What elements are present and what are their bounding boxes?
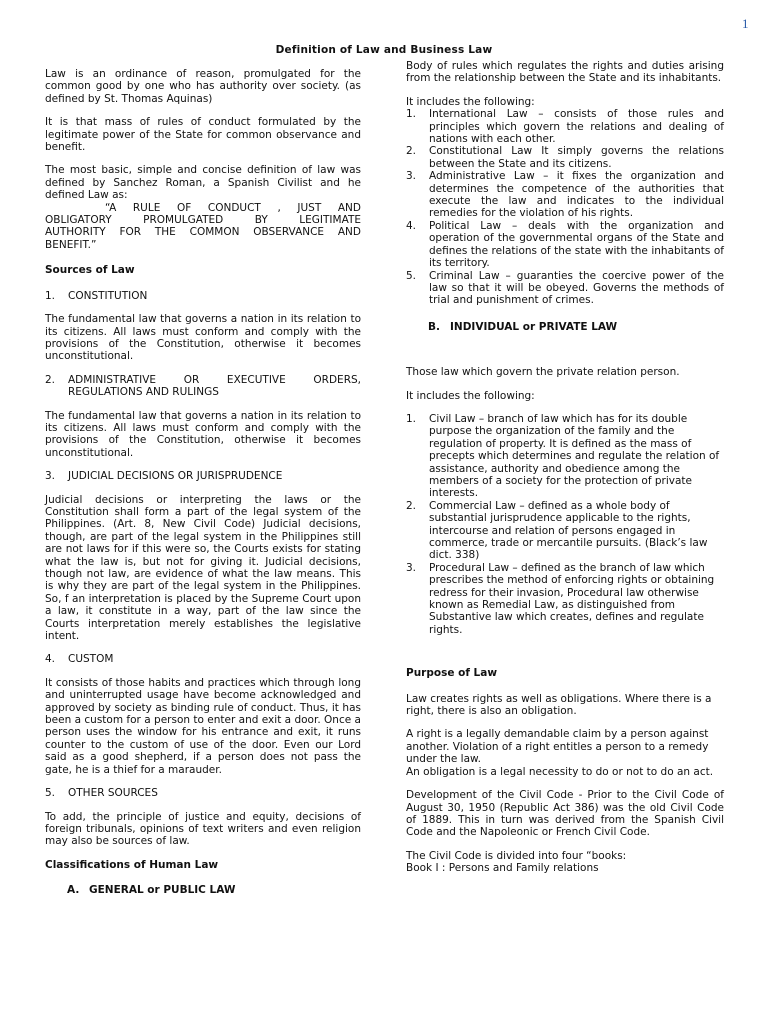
list-number: 1. bbox=[406, 412, 417, 425]
spacer bbox=[406, 647, 724, 667]
list-item bbox=[406, 270, 724, 307]
list-text: Political Law – deals with the organization and operation of the governmental organs of the State and defines the relations of the state with the inhabitants of its territory. bbox=[429, 219, 724, 270]
list-item bbox=[406, 220, 724, 270]
source-title: CONSTITUTION bbox=[68, 289, 148, 302]
list-item bbox=[406, 108, 724, 145]
purpose-obligation-definition: An obligation is a legal necessity to do or not to do an act. bbox=[406, 765, 714, 778]
source-heading-custom bbox=[45, 653, 361, 665]
section-letter: B. bbox=[428, 320, 440, 333]
list-text: Constitutional Law It simply governs the relations between the State and its citizens. bbox=[429, 145, 724, 170]
source-number: 1. bbox=[45, 289, 56, 302]
law-definition-state: It is that mass of rules of conduct formulated by the legitimate power of the State for common observance and benefit. bbox=[45, 116, 361, 154]
quote-line: OBLIGATORY PROMULGATED BY LEGITIMATE bbox=[45, 214, 361, 227]
list-item bbox=[406, 562, 724, 636]
document-title: Definition of Law and Business Law bbox=[275, 44, 493, 56]
private-law-heading bbox=[406, 321, 724, 333]
quote-line: BENEFIT.” bbox=[45, 238, 97, 251]
source-number: 5. bbox=[45, 787, 56, 800]
source-text-other: To add, the principle of justice and equity, decisions of foreign tribunals, opinions of text writers and even religion may also be sources of law. bbox=[45, 810, 361, 848]
purpose-rights-obligations: Law creates rights as well as obligations. Where there is a right, there is also an obligation. bbox=[406, 692, 712, 718]
general-public-law-heading bbox=[45, 884, 361, 896]
purpose-right-definition: A right is a legally demandable claim by a person against another. Violation of a right entitles a person to a remedy under the law. bbox=[406, 728, 709, 766]
list-number: 1. bbox=[406, 108, 417, 121]
private-includes-label: It includes the following: bbox=[406, 389, 535, 402]
list-number: 3. bbox=[406, 561, 417, 574]
source-title: ADMINISTRATIVE OR EXECUTIVE ORDERS, REGULATIONS AND RULINGS bbox=[68, 373, 361, 399]
list-text: Administrative Law – it fixes the organization and determines the competence of the authorities that execute the law and indicates to the individual remedies for the violation of his rights. bbox=[429, 170, 724, 220]
quote-line: “A RULE OF CONDUCT , JUST AND bbox=[105, 201, 361, 214]
public-law-intro: Body of rules which regulates the rights and duties arising from the relationship between the State and its inhabitants. bbox=[406, 60, 724, 85]
section-title: INDIVIDUAL or PRIVATE LAW bbox=[450, 320, 618, 333]
civil-code-development: Development of the Civil Code - Prior to the Civil Code of August 30, 1950 (Republic Act 386) was the old Civil Code of 1889. This in turn was derived from the Spanish Civil Code and the Napoleonic or French Civil Code. bbox=[406, 789, 724, 839]
source-heading-judicial bbox=[45, 470, 361, 482]
source-heading-constitution bbox=[45, 290, 361, 302]
list-text: Commercial Law – defined as a whole body of substantial jurisprudence applicable to the rights, intercourse and relation of persons engaged in commerce, trade or mercantile pursuits. (Black’s law dict. 338) bbox=[429, 499, 708, 562]
source-title: JUDICIAL DECISIONS OR JURISPRUDENCE bbox=[68, 470, 283, 483]
page-number: 1 bbox=[742, 16, 749, 31]
law-definition-roman: The most basic, simple and concise definition of law was defined by Sanchez Roman, a Spanish Civilist and he defined Law as: bbox=[45, 164, 361, 202]
list-item bbox=[406, 500, 724, 562]
list-number: 5. bbox=[406, 269, 417, 282]
source-heading-other bbox=[45, 787, 361, 799]
quote-line: AUTHORITY FOR THE COMMON OBSERVANCE AND bbox=[45, 226, 361, 239]
source-number: 2. bbox=[45, 373, 56, 386]
list-number: 2. bbox=[406, 145, 417, 158]
section-title: GENERAL or PUBLIC LAW bbox=[89, 884, 236, 897]
list-text: International Law – consists of those rules and principles which govern the relations and dealing of nations with each other. bbox=[429, 108, 724, 146]
source-text-judicial: Judicial decisions or interpreting the laws or the Constitution shall form a part of the legal system of the Philippines. (Art. 8, New Civil Code) Judicial decisions, though, are part of the legal system in the Philippines still are not laws for if this were so, the Courts exists for stating what the law is, but not for giving it. Judicial decisions, though not law, are evidence of what the law means. This is why they are part of the legal system in the Philippines. So, f an interpretation is placed by the Supreme Court upon a law, it constitute in a way, part of the law since the Courts interpretation merely establishes the legislative intent. bbox=[45, 493, 361, 643]
private-law-list bbox=[406, 413, 724, 636]
civil-code-books: The Civil Code is divided into four “books: bbox=[406, 849, 627, 862]
list-item bbox=[406, 170, 724, 220]
list-number: 2. bbox=[406, 499, 417, 512]
public-includes-label: It includes the following: bbox=[406, 95, 535, 108]
left-column bbox=[45, 68, 361, 910]
list-text: Procedural Law – defined as the branch of law which prescribes the method of enforcing rights or obtaining redress for their invasion, Procedural law otherwise known as Remedial Law, as distinguished from Substantive law which creates, defines and regulate rights. bbox=[429, 561, 715, 636]
source-title: CUSTOM bbox=[68, 653, 114, 666]
purpose-heading: Purpose of Law bbox=[406, 667, 498, 680]
list-text: Civil Law – branch of law which has for its double purpose the organization of the family and the regulation of property. It is defined as the mass of precepts which determines and regulate the relation of assistance, authority and obedience among the members of a society for the protection of private interests. bbox=[429, 412, 720, 500]
list-item bbox=[406, 413, 724, 500]
source-text-constitution: The fundamental law that governs a nation in its relation to its citizens. All laws must conform and comply with the provisions of the Constitution, otherwise it becomes unconstitutional. bbox=[45, 313, 361, 363]
list-item bbox=[406, 145, 724, 170]
sources-heading: Sources of Law bbox=[45, 264, 135, 277]
classifications-heading: Classifications of Human Law bbox=[45, 858, 219, 871]
source-number: 4. bbox=[45, 653, 56, 666]
spacer bbox=[406, 346, 724, 366]
civil-code-book-one: Book I : Persons and Family relations bbox=[406, 862, 599, 875]
source-text-administrative: The fundamental law that governs a nation in its relation to its citizens. All laws must conform and comply with the provisions of the Constitution, otherwise it becomes unconstitutional. bbox=[45, 409, 361, 459]
private-law-intro: Those law which govern the private relation person. bbox=[406, 366, 680, 379]
public-law-list bbox=[406, 108, 724, 307]
source-text-custom: It consists of those habits and practices which through long and uninterrupted usage have become acknowledged and approved by society as binding rule of conduct. Thus, it has been a custom for a person to enter and exit a door. Once a person uses the window for his entrance and exit, it runs counter to the custom of use of the door. Even our Lord said as a good shepherd, if a person does not pass the gate, he is a thief for a marauder. bbox=[45, 676, 361, 776]
list-number: 4. bbox=[406, 219, 417, 232]
section-letter: A. bbox=[67, 884, 80, 897]
source-heading-administrative bbox=[45, 374, 361, 399]
right-column bbox=[406, 60, 724, 886]
list-number: 3. bbox=[406, 170, 417, 183]
law-definition-aquinas: Law is an ordinance of reason, promulgated for the common good by one who has authority over society. (as defined by St. Thomas Aquinas) bbox=[45, 68, 361, 105]
list-text: Criminal Law – guaranties the coercive power of the law so that it will be obeyed. Governs the methods of trial and punishment of crimes. bbox=[429, 269, 724, 307]
source-title: OTHER SOURCES bbox=[68, 787, 158, 800]
source-number: 3. bbox=[45, 470, 56, 483]
